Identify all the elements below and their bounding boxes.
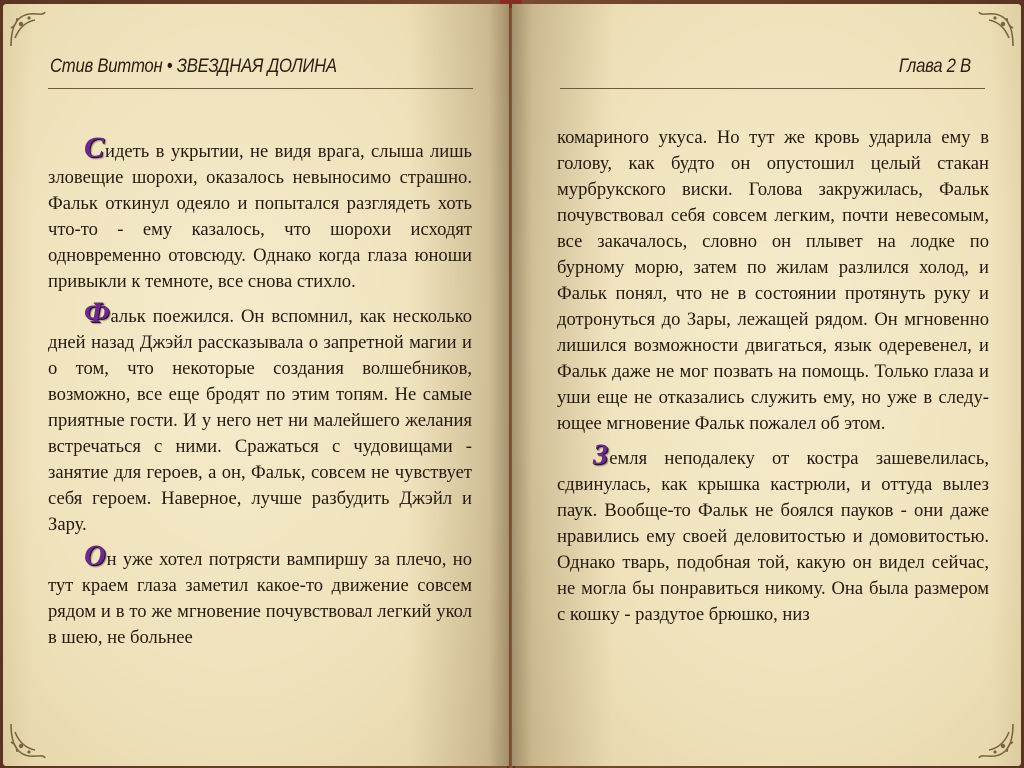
- drop-cap: Ф: [84, 296, 110, 329]
- paragraph: [48, 296, 472, 538]
- right-page-text: [557, 125, 989, 636]
- right-page[interactable]: [512, 4, 1021, 766]
- corner-ornament-icon: [975, 720, 1017, 762]
- chapter-header: Глава 2 В: [898, 56, 971, 77]
- paragraph-text: идеть в укрытии, не видя врага, слыша лишь зловещие шорохи, оказалось невыносимо страшно. Фальк откинул одеяло и попытался разглядеть хоть что-то - ему казалось, что шорохи исходят одновременно отовсюду. Однако когда глаза юноши привыкли к темноте, все снова стихло.: [48, 141, 472, 292]
- left-page-text: [48, 131, 472, 659]
- paragraph: [557, 125, 989, 437]
- paragraph-text: н уже хотел потрясти вампиршу за плечо, но тут краем глаза заметил какое-то движение совсем рядом и в то же мгновение почувствовал легкий укол в шею, не больнее: [48, 549, 472, 648]
- paragraph-text: емля неподалеку от костра зашевелилась, сдвинулась, как крышка кастрюли, и оттуда вылез паук. Вообще-то Фальк не боялся пауков - они даже нравились ему своей деловитостью и домовитостью. Однако тварь, подобная той, какую он видел сейчас, не могла бы понравиться никому. Она была размером с кошку - раздутое брюшко, низ: [557, 448, 989, 625]
- drop-cap: З: [593, 438, 609, 471]
- book-title-header: Стив Виттон • ЗВЕЗДНАЯ ДОЛИНА: [50, 56, 337, 77]
- paragraph-text: комариного укуса. Но тут же кровь ударила ему в голову, как будто он опустошил целый стакан мурбрукского виски. Голова закружилась, Фальк почувствовал себя совсем легким, почти невесомым, все закачалось, словно он плывет на лодке по бурному морю, затем по жилам разлился холод, и Фальк понял, что не в состоянии протянуть руку и дотронуться до Зары, лежащей рядом. Он мгновенно лишился возможности двигаться, язык одеревенел, и Фальк даже не мог позвать на помощь. Только глаза и уши еще не отказались служить ему, но уже в следующее мгновение Фальк пожалел об этом.: [557, 127, 989, 434]
- paragraph: [48, 539, 472, 651]
- drop-cap: С: [84, 131, 105, 164]
- left-page[interactable]: [3, 4, 509, 766]
- drop-cap: О: [84, 539, 106, 572]
- paragraph-text: альк поежился. Он вспомнил, как несколько дней назад Джэйл рассказывала о запретной магии и о том, что некоторые создания волшебников, возможно, все еще бродят по этим топям. Не самые приятные гости. И у него нет ни малейшего желания встречаться с ними. Сражаться с чудовищами - занятие для героев, а он, Фальк, совсем не чувствует себя героем. Наверное, лучше разбудить Джэйл и Зару.: [48, 306, 472, 535]
- corner-ornament-icon: [975, 8, 1017, 50]
- header-divider: [48, 88, 473, 89]
- corner-ornament-icon: [7, 8, 49, 50]
- header-divider: [560, 88, 985, 89]
- corner-ornament-icon: [7, 720, 49, 762]
- paragraph: [557, 438, 989, 628]
- paragraph: [48, 131, 472, 295]
